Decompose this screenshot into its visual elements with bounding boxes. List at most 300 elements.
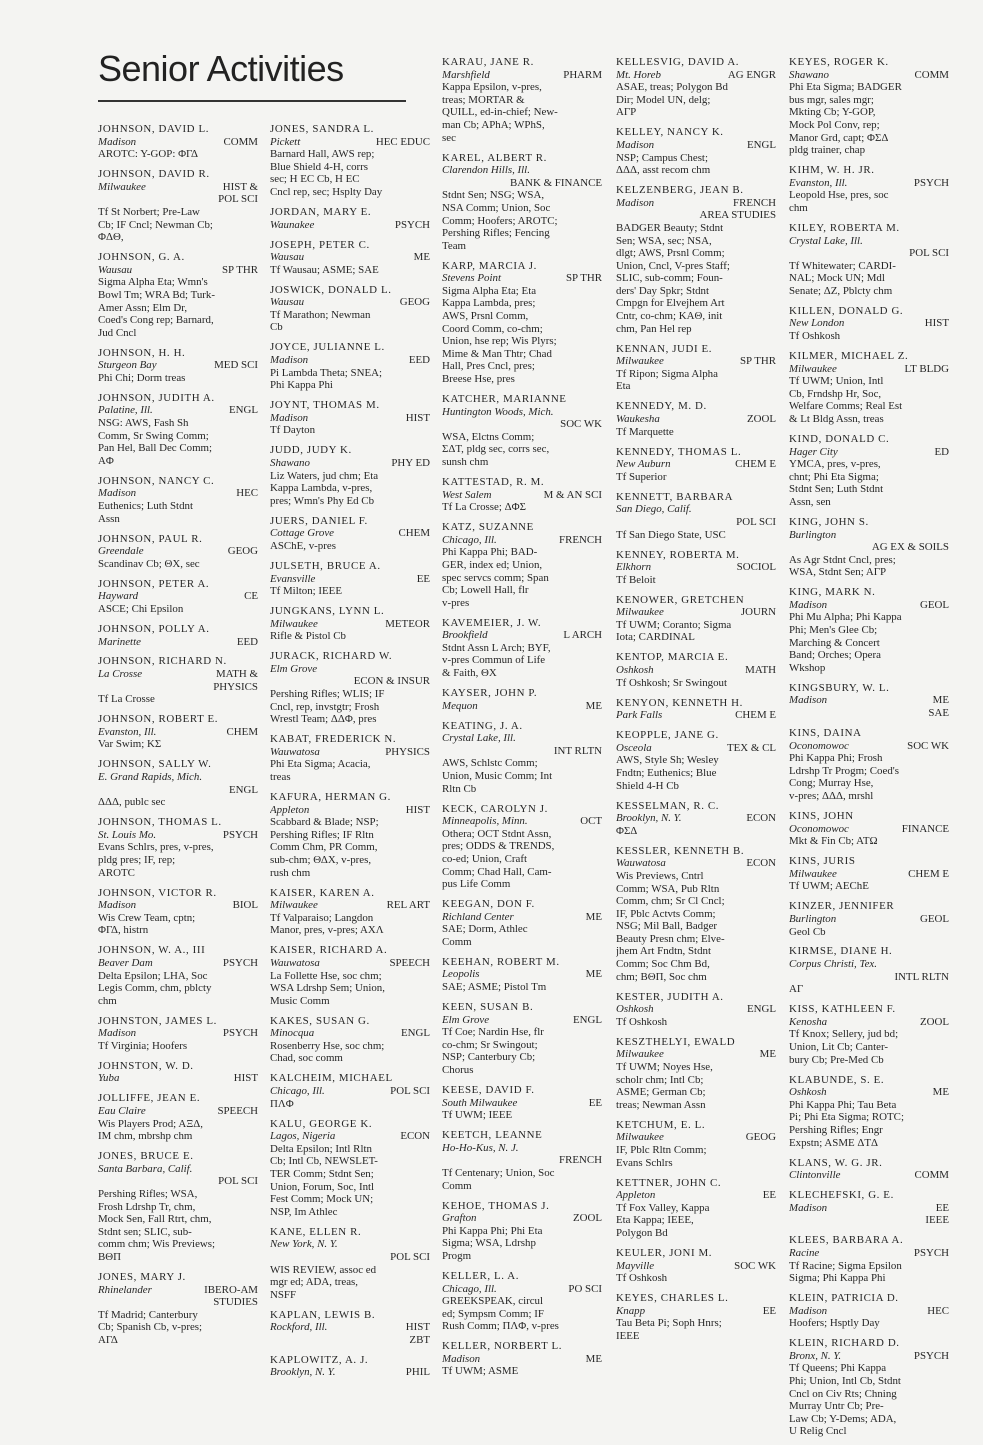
senior-hometown-major xyxy=(98,487,258,500)
senior-name: KALCHEIM, MICHAEL xyxy=(270,1072,393,1085)
senior-activities-line: SOC WK xyxy=(560,418,602,431)
senior-activities-line: Phi Kappa Phi; Phi Eta xyxy=(442,1224,543,1237)
senior-hometown-major xyxy=(442,815,602,828)
senior-hometown-major xyxy=(442,1097,602,1110)
senior-activities-line: Tf Oshkosh xyxy=(789,330,841,343)
senior-activities-line: IEEE xyxy=(925,1214,949,1227)
senior-hometown-major xyxy=(98,1027,258,1040)
senior-activities-line: SAE; Dorm, Athlec xyxy=(442,923,528,936)
senior-hometown-major xyxy=(98,899,258,912)
senior-hometown: Milwaukee xyxy=(616,355,664,368)
senior-hometown-major xyxy=(442,272,602,285)
senior-hometown-major xyxy=(789,599,949,612)
senior-major: ZOOL xyxy=(746,413,776,425)
senior-activities-line: NSP, Im Athlec xyxy=(270,1205,338,1218)
senior-major: OCT xyxy=(580,815,602,828)
senior-activities-line: Dir; Model UN, delg; xyxy=(616,93,711,106)
senior-activities-line: Tf Madrid; Canterbury xyxy=(98,1308,198,1321)
senior-hometown: Oshkosh xyxy=(616,664,654,677)
senior-entry xyxy=(442,898,602,948)
senior-activities-line: POL SCI xyxy=(909,247,949,260)
senior-activities-line: Tf UWM; ASME xyxy=(442,1365,519,1378)
senior-activities-line: co-chm; Sr Swingout; xyxy=(442,1038,538,1051)
senior-activities-line: Tf UWM; Noyes Hse, xyxy=(616,1061,713,1074)
senior-hometown-major xyxy=(98,726,258,739)
senior-activities-line: Assn, sen xyxy=(789,495,831,508)
senior-major: ME xyxy=(585,699,602,712)
senior-hometown-major xyxy=(270,957,430,970)
senior-name: KLABUNDE, S. E. xyxy=(789,1073,885,1086)
senior-hometown: Wausau xyxy=(270,251,305,264)
senior-hometown: Burlington xyxy=(789,528,837,541)
senior-activities-line: Tf San Diego State, USC xyxy=(616,528,726,541)
senior-activities-line: NSG; Mil Ball, Badger xyxy=(616,920,718,933)
senior-activities-line: & Lt Bldg Assn, treas xyxy=(789,413,884,425)
senior-name: KABAT, FREDERICK N. xyxy=(270,733,397,746)
senior-major: FRENCH xyxy=(559,533,602,546)
senior-activities-line: As Agr Stdnt Cncl, pres; xyxy=(789,553,896,566)
senior-major: GEOL xyxy=(919,912,949,925)
senior-activities-line: pldg pres; IF, rep; xyxy=(98,853,176,866)
senior-major: COMM xyxy=(914,1169,949,1182)
senior-entry xyxy=(270,650,430,726)
senior-hometown-major xyxy=(98,1163,258,1176)
senior-entry xyxy=(442,476,602,514)
senior-activities-line: Comm, chm; Sr Cl Cncl; xyxy=(616,895,725,908)
senior-name: KING, JOHN S. xyxy=(789,515,869,528)
senior-name: KAKES, SUSAN G. xyxy=(270,1014,370,1027)
senior-activities-line: Shield 4-H Cb xyxy=(616,779,679,792)
senior-activities-line: Tf Centenary; Union, Soc xyxy=(442,1166,555,1179)
senior-major: AG ENGR xyxy=(727,68,776,81)
senior-activities-line: Law Cb; Y-Dems; ADA, xyxy=(789,1412,897,1425)
senior-entry xyxy=(789,727,949,803)
column-2 xyxy=(270,123,430,1386)
senior-name: KEOPPLE, JANE G. xyxy=(616,729,719,742)
senior-hometown: Madison xyxy=(98,487,137,500)
senior-hometown-major xyxy=(270,1130,430,1143)
senior-name: JOHNSON, DAVID R. xyxy=(98,168,210,181)
senior-hometown-major xyxy=(789,1169,949,1182)
senior-hometown-major xyxy=(98,590,258,603)
senior-major: GEOG xyxy=(399,296,430,309)
senior-name: JOSEPH, PETER C. xyxy=(270,238,370,251)
senior-hometown-major xyxy=(98,1284,258,1297)
senior-major: MATH & xyxy=(215,668,258,681)
senior-activities-line: Kappa Lambda, v-pres, xyxy=(270,482,373,495)
senior-hometown: San Diego, Calif. xyxy=(616,503,692,516)
senior-entry xyxy=(442,1129,602,1192)
senior-major: HEC xyxy=(927,1304,949,1317)
senior-activities-line: WSA Ldrshp Sem; Union, xyxy=(270,982,385,995)
senior-entry xyxy=(98,578,258,616)
senior-activities-line: Scabbard & Blade; NSP; xyxy=(270,816,379,829)
senior-activities-line: Phi Kappa Phi; Frosh xyxy=(789,752,883,765)
senior-hometown: Madison xyxy=(789,598,828,611)
senior-activities-line: STUDIES xyxy=(213,1296,258,1309)
senior-activities-line: Mock Pol Conv, rep; xyxy=(789,118,880,131)
senior-activities-line: Comm; Chad Hall, Cam- xyxy=(442,865,552,878)
senior-entry xyxy=(442,1084,602,1122)
senior-activities-line: Cb xyxy=(270,321,283,334)
senior-activities-line: Marching & Concert xyxy=(789,636,880,649)
senior-name: KETTNER, JOHN C. xyxy=(616,1176,722,1189)
senior-name: KAFURA, HERMAN G. xyxy=(270,791,391,803)
senior-activities-line: Tf UWM; Coranto; Sigma xyxy=(616,618,732,631)
senior-entry xyxy=(270,515,430,553)
senior-entry xyxy=(270,733,430,783)
senior-major: REL ART xyxy=(386,899,430,912)
senior-hometown: Brooklyn, N. Y. xyxy=(616,812,682,825)
senior-activities-line: ASAE, treas; Polygon Bd xyxy=(616,81,728,94)
senior-entry xyxy=(616,845,776,984)
senior-activities-line: Union, Cncl, V-pres Staff; xyxy=(616,259,730,272)
senior-activities-line: Comm; WSA, Pub Rltn xyxy=(616,882,720,895)
senior-activities-line: man Cb; APhA; WPhS, xyxy=(442,118,545,131)
senior-hometown: Milwaukee xyxy=(616,1131,664,1144)
senior-hometown-major xyxy=(616,1048,776,1061)
senior-activities-line: IF, Pblc Rltn Comm; xyxy=(616,1143,707,1156)
senior-activities-line: Eta Kappa; IEEE, xyxy=(616,1214,694,1227)
senior-hometown: Milwaukee xyxy=(616,1048,664,1061)
senior-name: KAREL, ALBERT R. xyxy=(442,151,547,164)
senior-entry xyxy=(789,1292,949,1330)
senior-major: ME xyxy=(932,694,949,707)
senior-entry xyxy=(616,1177,776,1240)
senior-hometown-major xyxy=(616,503,776,516)
senior-activities-line: BΘΠ xyxy=(98,1250,121,1263)
senior-entry xyxy=(442,617,602,680)
senior-hometown-major xyxy=(442,1142,602,1155)
senior-activities-line: ZBT xyxy=(409,1333,430,1346)
senior-entry xyxy=(789,586,949,674)
senior-major: ME xyxy=(585,968,602,981)
senior-major: ENGL xyxy=(746,138,776,151)
senior-hometown: Chicago, Ill. xyxy=(270,1085,325,1098)
senior-activities-line: dlgt; AWS, Prsnl Comm; xyxy=(616,247,725,260)
senior-major: PSYCH xyxy=(913,176,949,189)
senior-hometown-major xyxy=(789,958,949,971)
senior-activities-line: Pershing Rifles; Fencing xyxy=(442,227,550,240)
senior-name: KENNEDY, M. D. xyxy=(616,400,707,413)
senior-activities-line: Murray Untr Cb; Pre- xyxy=(789,1400,884,1413)
senior-name: JOHNSON, PAUL R. xyxy=(98,532,203,545)
senior-entry xyxy=(616,184,776,335)
senior-entry xyxy=(442,803,602,891)
senior-hometown-major xyxy=(98,1105,258,1118)
senior-hometown-major xyxy=(98,264,258,277)
senior-hometown: Wausau xyxy=(98,263,133,276)
senior-entry xyxy=(442,152,602,253)
senior-entry xyxy=(98,251,258,339)
senior-major: EE xyxy=(762,1189,776,1202)
senior-name: KEEHAN, ROBERT M. xyxy=(442,955,560,968)
senior-activities-line: Coord Comm, co-chm; xyxy=(442,322,543,335)
senior-activities-line: Union, Forum, Soc, Intl xyxy=(270,1180,375,1193)
senior-major: SP THR xyxy=(565,272,602,285)
senior-activities-line: ΠΛΦ xyxy=(270,1097,294,1110)
senior-entry xyxy=(98,1060,258,1085)
senior-activities-line: Leopold Hse, pres, soc xyxy=(789,189,889,202)
senior-hometown: Greendale xyxy=(98,545,144,558)
senior-activities-line: comm chm; Wis Previews; xyxy=(98,1238,216,1251)
senior-activities-line: GER, index ed; Union, xyxy=(442,558,543,571)
senior-activities-line: Chorus xyxy=(442,1064,474,1077)
senior-hometown-major xyxy=(616,458,776,471)
senior-name: JOYCE, JULIANNE L. xyxy=(270,341,385,354)
senior-entry xyxy=(270,605,430,643)
senior-activities-line: chm; BΘΠ, Soc chm xyxy=(616,970,707,983)
senior-entry xyxy=(789,682,949,720)
senior-hometown: Appleton xyxy=(270,803,310,816)
senior-hometown: Marinette xyxy=(98,635,141,648)
senior-activities-line: Jud Cncl xyxy=(98,326,137,339)
senior-activities-line: Mkting Cb; Y-GOP, xyxy=(789,106,876,119)
senior-activities-line: pus Life Comm xyxy=(442,878,511,891)
senior-name: KING, MARK N. xyxy=(789,586,876,599)
senior-entry xyxy=(270,1354,430,1379)
senior-activities-line: Fndtn; Euthenics; Blue xyxy=(616,766,717,779)
senior-hometown-major xyxy=(789,1305,949,1318)
senior-hometown-major xyxy=(442,629,602,642)
senior-hometown: Madison xyxy=(98,899,137,912)
senior-activities-line: Tf Oshkosh xyxy=(616,1272,668,1285)
senior-hometown-major xyxy=(616,1260,776,1273)
senior-activities-line: POL SCI xyxy=(218,193,258,206)
senior-activities-line: Wrestl Team; ΔΔΦ, pres xyxy=(270,713,377,726)
senior-hometown-major xyxy=(270,251,430,264)
senior-entry xyxy=(616,1292,776,1342)
senior-activities-line: BADGER Beauty; Stdnt xyxy=(616,221,724,234)
senior-activities-line: Rosenberry Hse, soc chm; xyxy=(270,1039,385,1052)
senior-major: HEC EDUC xyxy=(375,135,430,148)
senior-hometown: St. Louis Mo. xyxy=(98,828,157,841)
senior-entry xyxy=(98,713,258,751)
senior-activities-line: Senate; ΔZ, Pblcty chm xyxy=(789,284,893,297)
senior-name: KENYON, KENNETH H. xyxy=(616,696,743,709)
senior-name: KALU, GEORGE K. xyxy=(270,1117,373,1130)
senior-hometown: Osceola xyxy=(616,741,652,754)
senior-activities-line: Manor Grd, capt; ΦΣΔ xyxy=(789,131,889,144)
senior-major: ME xyxy=(585,1352,602,1365)
senior-entry xyxy=(98,1271,258,1347)
senior-major: PSYCH xyxy=(222,1027,258,1040)
senior-major: ME xyxy=(759,1048,776,1061)
senior-entry xyxy=(789,1003,949,1066)
senior-hometown-major xyxy=(442,1212,602,1225)
senior-major: LT BLDG xyxy=(904,362,949,375)
senior-major: PSYCH xyxy=(913,1246,949,1259)
senior-activities-line: ASME; German Cb; xyxy=(616,1086,706,1099)
senior-activities-line: AΓ xyxy=(789,983,804,996)
senior-name: KILLEN, DONALD G. xyxy=(789,304,904,317)
senior-activities-line: Pi Lambda Theta; SNEA; xyxy=(270,366,383,379)
senior-hometown-major xyxy=(442,69,602,82)
senior-name: KENNETT, BARBARA xyxy=(616,490,734,503)
senior-entry xyxy=(789,164,949,214)
senior-entry xyxy=(270,560,430,598)
senior-activities-line: Rifle & Pistol Cb xyxy=(270,630,346,643)
senior-entry xyxy=(442,1340,602,1378)
senior-activities-line: ΦΔΘ, xyxy=(98,231,124,244)
senior-activities-line: Expstn; ASME ΔTΔ xyxy=(789,1136,879,1149)
senior-name: KIND, DONALD C. xyxy=(789,432,890,445)
senior-entry xyxy=(98,623,258,648)
senior-hometown: Wauwatosa xyxy=(270,745,320,758)
senior-name: KLANS, W. G. JR. xyxy=(789,1156,883,1169)
senior-entry xyxy=(442,1001,602,1077)
senior-name: JURACK, RICHARD W. xyxy=(270,650,393,663)
senior-activities-line: Othera; OCT Stdnt Assn, xyxy=(442,827,552,840)
senior-hometown: Minocqua xyxy=(270,1027,315,1040)
senior-entry xyxy=(616,1119,776,1169)
senior-name: KESSELMAN, R. C. xyxy=(616,799,720,812)
senior-activities-line: ed; Sympsm Comm; IF xyxy=(442,1307,544,1320)
senior-activities-line: Pershing Rifles; Engr xyxy=(789,1123,883,1136)
senior-major: FINANCE xyxy=(901,822,949,835)
senior-activities-line: ΦΓΔ, histrn xyxy=(98,924,149,937)
senior-activities-line: ΔΔΔ, asst recom chm xyxy=(616,164,711,177)
senior-hometown: Oconomowoc xyxy=(789,822,849,835)
senior-hometown-major xyxy=(270,1027,430,1040)
senior-hometown-major xyxy=(789,1350,949,1363)
senior-hometown: Palatine, Ill. xyxy=(98,404,153,417)
senior-activities-line: Stdnt Sen; Luth Stdnt xyxy=(789,483,884,496)
senior-activities-line: Tf UWM; Union, Intl xyxy=(789,375,884,388)
senior-activities-line: AROTC: Y-GOP: ΦΓΔ xyxy=(98,148,199,161)
senior-hometown-major xyxy=(270,1321,430,1334)
senior-entry xyxy=(789,516,949,579)
senior-activities-line: Evans Schlrs xyxy=(616,1156,673,1169)
senior-activities-line: sec; H EC Cb, H EC xyxy=(270,173,360,186)
senior-activities-line: rush chm xyxy=(270,866,311,879)
senior-hometown: Evanston, Ill. xyxy=(98,725,157,738)
senior-activities-line: Tf Wausau; ASME; SAE xyxy=(270,263,379,276)
senior-activities-line: Comm xyxy=(442,935,472,948)
senior-activities-line: Pi; Phi Eta Sigma; ROTC; xyxy=(789,1111,904,1124)
senior-name: KEEGAN, DON F. xyxy=(442,898,535,911)
senior-major: ENGL xyxy=(228,404,258,417)
senior-hometown-major xyxy=(270,412,430,425)
senior-major: EED xyxy=(408,354,430,367)
senior-hometown: New London xyxy=(789,317,845,330)
senior-hometown: Yuba xyxy=(98,1072,120,1085)
senior-hometown-major xyxy=(616,857,776,870)
senior-activities-line: Assn xyxy=(98,512,120,525)
senior-name: JOHNSTON, JAMES L. xyxy=(98,1014,217,1027)
senior-activities-line: bury Cb; Pre-Med Cb xyxy=(789,1053,884,1066)
senior-entry xyxy=(616,729,776,792)
senior-hometown-major xyxy=(616,709,776,722)
senior-entry xyxy=(270,944,430,1007)
senior-activities-line: Band; Orches; Opera xyxy=(789,649,881,662)
senior-activities-line: AΓP xyxy=(616,106,637,119)
senior-name: KETCHUM, E. L. xyxy=(616,1118,706,1131)
senior-hometown: Rockford, Ill. xyxy=(270,1321,328,1334)
senior-major: ZOOL xyxy=(919,1015,949,1028)
senior-major: ME xyxy=(932,1086,949,1099)
senior-name: JONES, BRUCE E. xyxy=(98,1150,194,1163)
senior-major: IBERO-AM xyxy=(204,1283,258,1296)
senior-hometown-major xyxy=(616,69,776,82)
senior-activities-line: Coed's Cong rep; Barnard, xyxy=(98,314,214,327)
senior-entry xyxy=(616,697,776,722)
senior-major: CHEM E xyxy=(735,458,776,471)
senior-name: JOHNSON, H. H. xyxy=(98,346,186,359)
senior-entry xyxy=(270,1309,430,1347)
senior-activities-line: Phi; Men's Glee Cb; xyxy=(789,624,878,637)
senior-activities-line: Sen; WSA, sec; NSA, xyxy=(616,234,712,247)
senior-activities-line: Tf Ripon; Sigma Alpha xyxy=(616,367,718,380)
senior-hometown: Marshfield xyxy=(442,68,490,81)
senior-major: PHYSICS xyxy=(385,745,430,758)
senior-entry xyxy=(442,1200,602,1263)
column-5 xyxy=(789,56,949,1445)
senior-activities-line: IEEE xyxy=(616,1329,640,1342)
senior-entry xyxy=(98,1092,258,1142)
senior-entry xyxy=(442,1270,602,1333)
senior-hometown: Milwaukee xyxy=(270,899,318,912)
senior-hometown: Hager City xyxy=(789,445,838,458)
senior-activities-line: ΦΣΔ xyxy=(616,824,638,837)
senior-entry xyxy=(442,956,602,994)
senior-major: SPEECH xyxy=(389,956,430,969)
senior-hometown: Madison xyxy=(98,1027,137,1040)
senior-name: KIRMSE, DIANE H. xyxy=(789,945,893,958)
senior-name: KARAU, JANE R. xyxy=(442,56,534,68)
senior-activities-line: ΣΔT, pldg sec, corrs sec, xyxy=(442,443,550,456)
senior-activities-line: mgr ed; ADA, treas, xyxy=(270,1276,359,1289)
senior-name: KARP, MARCIA J. xyxy=(442,259,537,272)
senior-activities-line: Tf Coe; Nardin Hse, flr xyxy=(442,1026,544,1039)
senior-activities-line: v-pres Commun of Life xyxy=(442,654,546,667)
senior-entry xyxy=(789,1189,949,1227)
senior-major: HEC xyxy=(236,487,258,500)
senior-hometown-major xyxy=(442,968,602,981)
senior-activities-line: Sigma Alpha Eta; Wmn's xyxy=(98,276,208,289)
senior-hometown-major xyxy=(98,771,258,784)
senior-major: PSYCH xyxy=(222,956,258,969)
senior-name: KINZER, JENNIFER xyxy=(789,900,895,913)
senior-hometown: New Auburn xyxy=(616,458,671,471)
senior-activities-line: v-pres xyxy=(442,596,470,609)
senior-entry xyxy=(616,549,776,587)
senior-entry xyxy=(789,1337,949,1438)
senior-name: JULSETH, BRUCE A. xyxy=(270,559,381,572)
senior-activities-line: NSFF xyxy=(270,1288,297,1301)
senior-hometown-major xyxy=(789,69,949,82)
senior-activities-line: Union, Music Comm; Int xyxy=(442,770,553,782)
senior-hometown-major xyxy=(789,913,949,926)
senior-activities-line: Comm Chm, PR Comm, xyxy=(270,841,378,854)
senior-major: ED xyxy=(934,445,949,458)
senior-name: KAISER, RICHARD A. xyxy=(270,944,388,957)
senior-hometown-major xyxy=(616,561,776,574)
senior-activities-line: Tf Virginia; Hoofers xyxy=(98,1039,188,1052)
senior-name: KISS, KATHLEEN F. xyxy=(789,1003,896,1016)
senior-major: CHEM E xyxy=(908,867,949,880)
senior-hometown-major xyxy=(270,573,430,586)
senior-hometown: Chicago, Ill. xyxy=(442,1282,497,1295)
senior-hometown: Shawano xyxy=(270,457,310,469)
senior-activities-line: Phi Kappa Phi xyxy=(270,379,333,392)
senior-name: KAPLAN, LEWIS B. xyxy=(270,1308,376,1321)
senior-entry xyxy=(789,1074,949,1150)
senior-name: KILMER, MICHAEL Z. xyxy=(789,350,909,363)
senior-major: ENGL xyxy=(746,1003,776,1016)
senior-activities-line: AΓΔ xyxy=(98,1333,118,1346)
senior-hometown: Burlington xyxy=(789,912,837,925)
